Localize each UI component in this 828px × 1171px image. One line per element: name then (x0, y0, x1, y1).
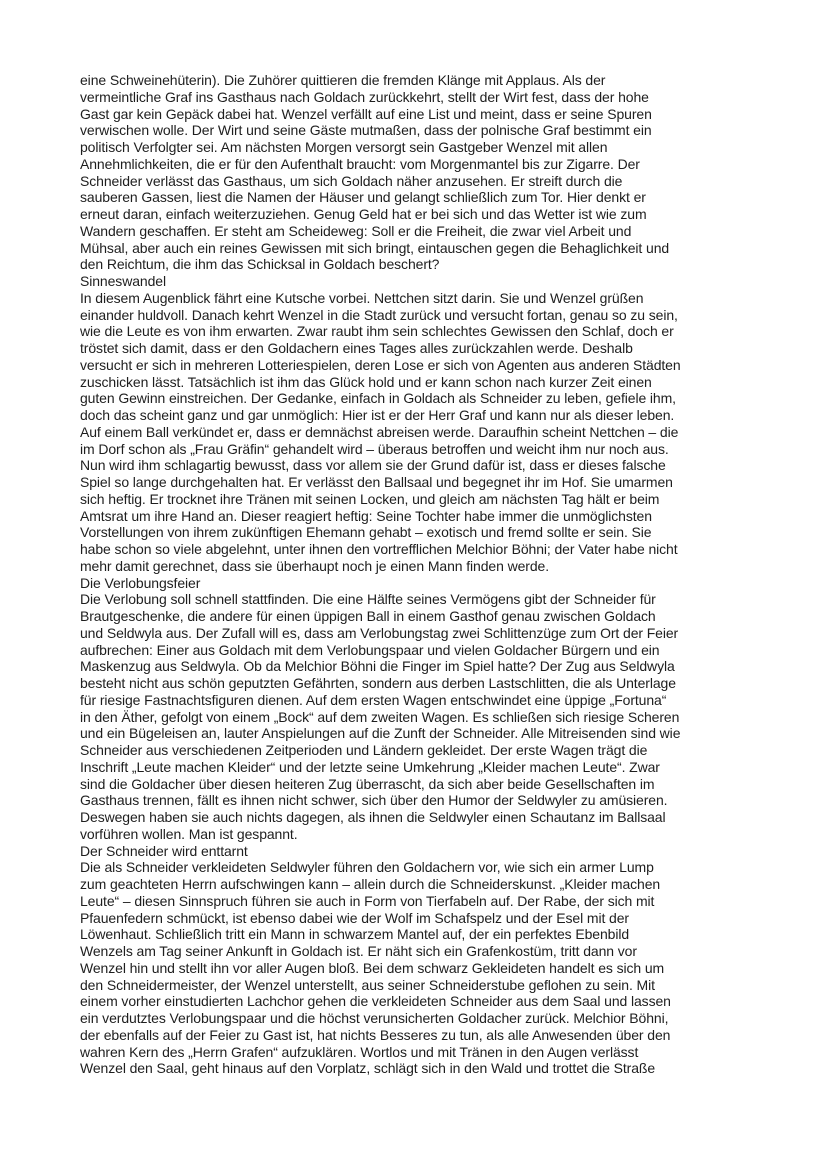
text-line: besteht nicht aus schön geputzten Gefährten, sondern aus derben Lastschlitten, die als Unterlage (80, 675, 676, 691)
text-line: der ebenfalls auf der Feier zu Gast ist, hat nichts Besseres zu tun, als alle Anwesenden über den (80, 1026, 671, 1043)
text-line: verwischen wolle. Der Wirt und seine Gäste mutmaßen, dass der polnische Graf bestimmt ein (80, 122, 652, 139)
text-line: für riesige Fastnachtsfiguren dienen. Auf dem ersten Wagen entschwindet eine üppige „Fortuna“ (80, 691, 667, 708)
text-line: versucht er sich in mehreren Lotteriespielen, deren Lose er sich von Agenten aus anderen Städten (80, 356, 681, 373)
text-line: Schneider aus verschiedenen Zeitperioden und Ländern gekleidet. Der erste Wagen trägt die (80, 742, 648, 758)
text-line: erneut daran, einfach weiterzuziehen. Genug Geld hat er bei sich und das Wetter ist wie zum (80, 206, 647, 222)
text-line: Auf einem Ball verkündet er, dass er demnächst abreisen werde. Daraufhin scheint Nettchen – die (80, 423, 679, 440)
text-line: sind die Goldacher über diesen heiteren Zug überrascht, da sich aber beide Gesellschaften im (80, 775, 655, 792)
text-line: Löwenhaut. Schließlich tritt ein Mann in schwarzem Mantel auf, der ein perfektes Ebenbild (80, 926, 630, 943)
text-line: sauberen Gassen, liest die Namen der Häuser und gelangt schließlich zum Tor. Hier denkt er (80, 189, 646, 206)
text-line: zuschicken lässt. Tatsächlich ist ihm das Glück hold und er kann schon nach kurzer Zeit einen (80, 373, 652, 390)
text-line: in den Äther, gefolgt von einem „Bock“ auf dem zweiten Wagen. Es schließen sich riesige Scheren (80, 708, 680, 725)
text-line: Wandern geschaffen. Er steht am Scheideweg: Soll er die Freiheit, die zwar viel Arbeit und (80, 222, 632, 239)
text-line: Pfauenfedern schmückt, ist ebenso dabei wie der Wolf im Schafspelz und der Esel mit der (80, 909, 629, 926)
text-line: ein verdutztes Verlobungspaar und die höchst verunsicherten Goldacher zurück. Melchior Böhni, (80, 1010, 669, 1026)
section-heading: Der Schneider wird enttarnt (80, 842, 248, 859)
text-line: Wenzel hin und stellt ihn vor aller Augen bloß. Bei dem schwarz Gekleideten handelt es sich um (80, 959, 665, 976)
text-line: eine Schweinehüterin). Die Zuhörer quittieren die fremden Klänge mit Applaus. Als der (80, 72, 606, 88)
text-line: im Dorf schon als „Frau Gräfin“ gehandelt wird – überaus betroffen und weicht ihm nur noch aus. (80, 440, 669, 457)
text-line: vermeintliche Graf ins Gasthaus nach Goldach zurückkehrt, stellt der Wirt fest, dass der hohe (80, 88, 649, 105)
text-line: Schneider verlässt das Gasthaus, um sich Goldach näher anzusehen. Er streift durch die (80, 172, 623, 189)
text-line: Mühsal, aber auch ein reines Gewissen mit sich bringt, eintauschen gegen die Behaglichkeit und (80, 239, 670, 256)
text-line: einem vorher einstudierten Lachchor gehen die verkleideten Schneider aus dem Saal und lassen (80, 993, 671, 1010)
text-line: doch das scheint ganz und gar unmöglich: Hier ist er der Herr Graf und kann nur als dieser leben. (80, 407, 675, 423)
text-line: Inschrift „Leute machen Kleider“ und der letzte seine Umkehrung „Kleider machen Leute“. Zwar (80, 758, 660, 775)
text-line: politisch Verfolgter sei. Am nächsten Morgen versorgt sein Gastgeber Wenzel mit allen (80, 139, 608, 155)
text-line: wahren Kern des „Herrn Grafen“ aufzuklären. Wortlos und mit Tränen in den Augen verlässt (80, 1043, 639, 1060)
text-line: einander huldvoll. Danach kehrt Wenzel in die Stadt zurück und versucht fortan, genau so zu sein, (80, 306, 678, 323)
text-line: mehr damit gerechnet, dass sie überhaupt noch je einen Mann finden werde. (80, 557, 549, 574)
text-line: wie die Leute es von ihm erwarten. Zwar raubt ihm sein schlechtes Gewissen den Schlaf, doch er (80, 323, 674, 340)
text-line: Brautgeschenke, die andere für einen üppigen Ball in einem Gasthof genau zwischen Goldach (80, 608, 656, 624)
text-line: Die Verlobung soll schnell stattfinden. Die eine Hälfte seines Vermögens gibt der Schneider für (80, 591, 656, 608)
text-line: sich heftig. Er trocknet ihre Tränen mit seinen Locken, und gleich am nächsten Tag hält er beim (80, 490, 660, 507)
text-line: Gasthaus trennen, fällt es ihnen nicht schwer, sich über den Humor der Seldwyler zu amüsieren. (80, 792, 668, 809)
text-line: habe schon so viele abgelehnt, unter ihnen den vortrefflichen Melchior Böhni; der Vater habe nicht (80, 541, 678, 557)
text-line: Annehmlichkeiten, die er für den Aufenthalt braucht: vom Morgenmantel bis zur Zigarre. Der (80, 155, 640, 172)
text-line: Vorstellungen von ihrem zukünftigen Ehemann gehabt – exotisch und fremd sollte er sein. Sie (80, 524, 652, 541)
text-line: Amtsrat um ihre Hand an. Dieser reagiert heftig: Seine Tochter habe immer die unmöglichsten (80, 507, 652, 524)
text-line: Spiel so lange durchgehalten hat. Er verlässt den Ballsaal und begegnet ihr im Hof. Sie umarmen (80, 474, 673, 490)
page-text (80, 72, 780, 1077)
text-line: tröstet sich damit, dass er den Goldachern eines Tages alles zurückzahlen werde. Deshalb (80, 340, 633, 356)
text-line: zum geachteten Herrn aufschwingen kann – allein durch die Schneiderskunst. „Kleider machen (80, 876, 661, 892)
text-line: Wenzel den Saal, geht hinaus auf den Vorplatz, schlägt sich in den Wald und trottet die Straße (80, 1060, 656, 1077)
text-line: und Seldwyla aus. Der Zufall will es, dass am Verlobungstag zwei Schlittenzüge zum Ort der Feier (80, 624, 679, 641)
text-line: vorführen wollen. Man ist gespannt. (80, 825, 298, 842)
text-line: Gast gar kein Gepäck dabei hat. Wenzel verfällt auf eine List und meint, dass er seine Spuren (80, 105, 652, 122)
text-line: guten Gewinn einstreichen. Der Gedanke, einfach in Goldach als Schneider zu leben, gefiele ihm, (80, 390, 676, 407)
text-line: und ein Bügeleisen an, lauter Anspielungen auf die Zunft der Schneider. Alle Mitreisenden sind wie (80, 725, 681, 742)
text-line: aufbrechen: Einer aus Goldach mit dem Verlobungspaar und vielen Goldacher Bürgern und ein (80, 641, 660, 658)
text-line: Nun wird ihm schlagartig bewusst, dass vor allem sie der Grund dafür ist, dass er dieses falsche (80, 457, 666, 474)
text-line: den Reichtum, die ihm das Schicksal in Goldach beschert? (80, 256, 440, 273)
text-line: Maskenzug aus Seldwyla. Ob da Melchior Böhni die Finger im Spiel hatte? Der Zug aus Seldwyla (80, 658, 675, 675)
text-line: Deswegen haben sie auch nichts dagegen, als ihnen die Seldwyler einen Schautanz im Ballsaal (80, 809, 666, 825)
text-line: Die als Schneider verkleideten Seldwyler führen den Goldachern vor, wie sich ein armer Lump (80, 859, 654, 876)
text-line: Leute“ – diesen Sinnspruch führen sie auch in Form von Tierfabeln auf. Der Rabe, der sich mit (80, 892, 655, 909)
section-heading: Die Verlobungsfeier (80, 574, 201, 591)
section-heading: Sinneswandel (80, 273, 166, 289)
text-line: In diesem Augenblick fährt eine Kutsche vorbei. Nettchen sitzt darin. Sie und Wenzel grüßen (80, 289, 644, 306)
text-line: den Schneidermeister, der Wenzel unterstellt, aus seiner Schneiderstube geflohen zu sein. Mit (80, 976, 655, 993)
text-line: Wenzels am Tag seiner Ankunft in Goldach ist. Er näht sich ein Grafenkostüm, tritt dann vor (80, 943, 637, 959)
